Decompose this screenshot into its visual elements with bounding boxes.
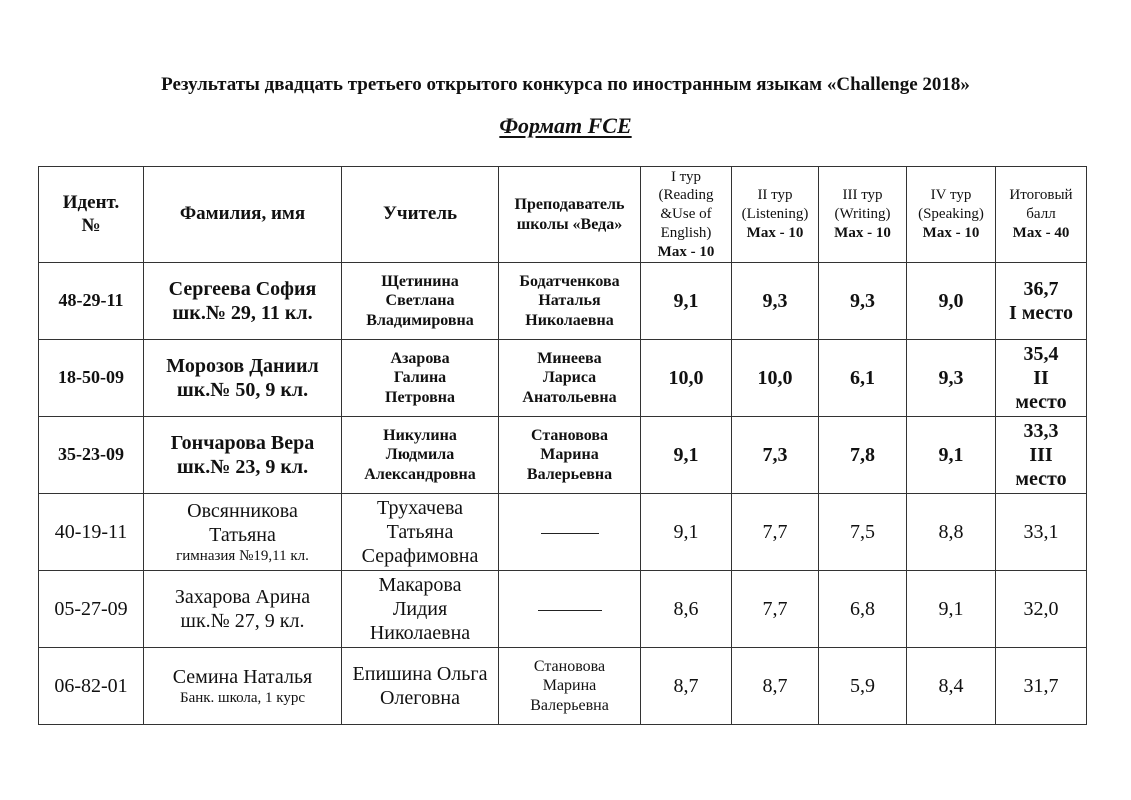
total-score: 36,7 I место: [996, 263, 1087, 340]
header-id: Идент. №: [39, 167, 144, 263]
total-score: 31,7: [996, 648, 1087, 725]
round4-score: 9,1: [907, 417, 996, 494]
participant-id: 18-50-09: [39, 340, 144, 417]
participant-name: Семина Наталья Банк. школа, 1 курс: [144, 648, 342, 725]
participant-id: 48-29-11: [39, 263, 144, 340]
round3-score: 5,9: [819, 648, 907, 725]
round3-score: 7,5: [819, 494, 907, 571]
round1-score: 10,0: [641, 340, 732, 417]
round3-score: 6,1: [819, 340, 907, 417]
participant-name: Сергеева София шк.№ 29, 11 кл.: [144, 263, 342, 340]
place-badge: II: [1033, 367, 1049, 389]
round1-score: 8,6: [641, 571, 732, 648]
participant-name: Захарова Арина шк.№ 27, 9 кл.: [144, 571, 342, 648]
place-badge: III: [1029, 444, 1053, 466]
document-title: Результаты двадцать третьего открытого конкурса по иностранным языкам «Challenge 2018»: [161, 74, 970, 95]
veda-teacher-name: Становова Марина Валерьевна: [499, 648, 641, 725]
document-subtitle: [0, 113, 1131, 139]
empty-dash: [541, 533, 599, 534]
teacher-name: Трухачева Татьяна Серафимовна: [342, 494, 499, 571]
format-label: Формат FCE: [499, 113, 632, 138]
teacher-name: Щетинина Светлана Владимировна: [342, 263, 499, 340]
total-score: 32,0: [996, 571, 1087, 648]
table-row: [39, 340, 1087, 417]
round1-score: 8,7: [641, 648, 732, 725]
table-row: [39, 494, 1087, 571]
veda-teacher-name: Становова Марина Валерьевна: [499, 417, 641, 494]
round4-score: 9,0: [907, 263, 996, 340]
participant-name: Морозов Даниил шк.№ 50, 9 кл.: [144, 340, 342, 417]
veda-teacher-name: [499, 571, 641, 648]
empty-dash: [538, 610, 602, 611]
header-round2: II тур (Listening) Max - 10: [732, 167, 819, 263]
round4-score: 9,1: [907, 571, 996, 648]
table-row: [39, 571, 1087, 648]
veda-teacher-name: Бодатченкова Наталья Николаевна: [499, 263, 641, 340]
veda-teacher-name: [499, 494, 641, 571]
header-round1: I тур (Reading &Use of English) Max - 10: [641, 167, 732, 263]
total-score: 33,3 III место: [996, 417, 1087, 494]
round2-score: 9,3: [732, 263, 819, 340]
round1-score: 9,1: [641, 417, 732, 494]
round1-score: 9,1: [641, 494, 732, 571]
participant-id: 35-23-09: [39, 417, 144, 494]
header-name: Фамилия, имя: [144, 167, 342, 263]
veda-teacher-name: Минеева Лариса Анатольевна: [499, 340, 641, 417]
header-round3: III тур (Writing) Max - 10: [819, 167, 907, 263]
participant-id: 40-19-11: [39, 494, 144, 571]
header-total: Итоговый балл Max - 40: [996, 167, 1087, 263]
round1-score: 9,1: [641, 263, 732, 340]
place-badge: I место: [1009, 302, 1073, 324]
round3-score: 9,3: [819, 263, 907, 340]
table-row: [39, 263, 1087, 340]
total-score: 33,1: [996, 494, 1087, 571]
round2-score: 10,0: [732, 340, 819, 417]
table-row: [39, 417, 1087, 494]
teacher-name: Епишина Ольга Олеговна: [342, 648, 499, 725]
participant-id: 05-27-09: [39, 571, 144, 648]
round4-score: 8,8: [907, 494, 996, 571]
teacher-name: Макарова Лидия Николаевна: [342, 571, 499, 648]
round2-score: 7,7: [732, 494, 819, 571]
header-teacher: Учитель: [342, 167, 499, 263]
round4-score: 8,4: [907, 648, 996, 725]
round4-score: 9,3: [907, 340, 996, 417]
header-round4: IV тур (Speaking) Max - 10: [907, 167, 996, 263]
header-veda-teacher: Преподаватель школы «Веда»: [499, 167, 641, 263]
results-table: [38, 166, 1087, 725]
round2-score: 7,7: [732, 571, 819, 648]
table-row: [39, 648, 1087, 725]
teacher-name: Никулина Людмила Александровна: [342, 417, 499, 494]
round3-score: 7,8: [819, 417, 907, 494]
total-score: 35,4 II место: [996, 340, 1087, 417]
participant-name: Гончарова Вера шк.№ 23, 9 кл.: [144, 417, 342, 494]
table-header-row: [39, 167, 1087, 263]
teacher-name: Азарова Галина Петровна: [342, 340, 499, 417]
round2-score: 8,7: [732, 648, 819, 725]
participant-name: Овсянникова Татьяна гимназия №19,11 кл.: [144, 494, 342, 571]
round3-score: 6,8: [819, 571, 907, 648]
participant-id: 06-82-01: [39, 648, 144, 725]
round2-score: 7,3: [732, 417, 819, 494]
